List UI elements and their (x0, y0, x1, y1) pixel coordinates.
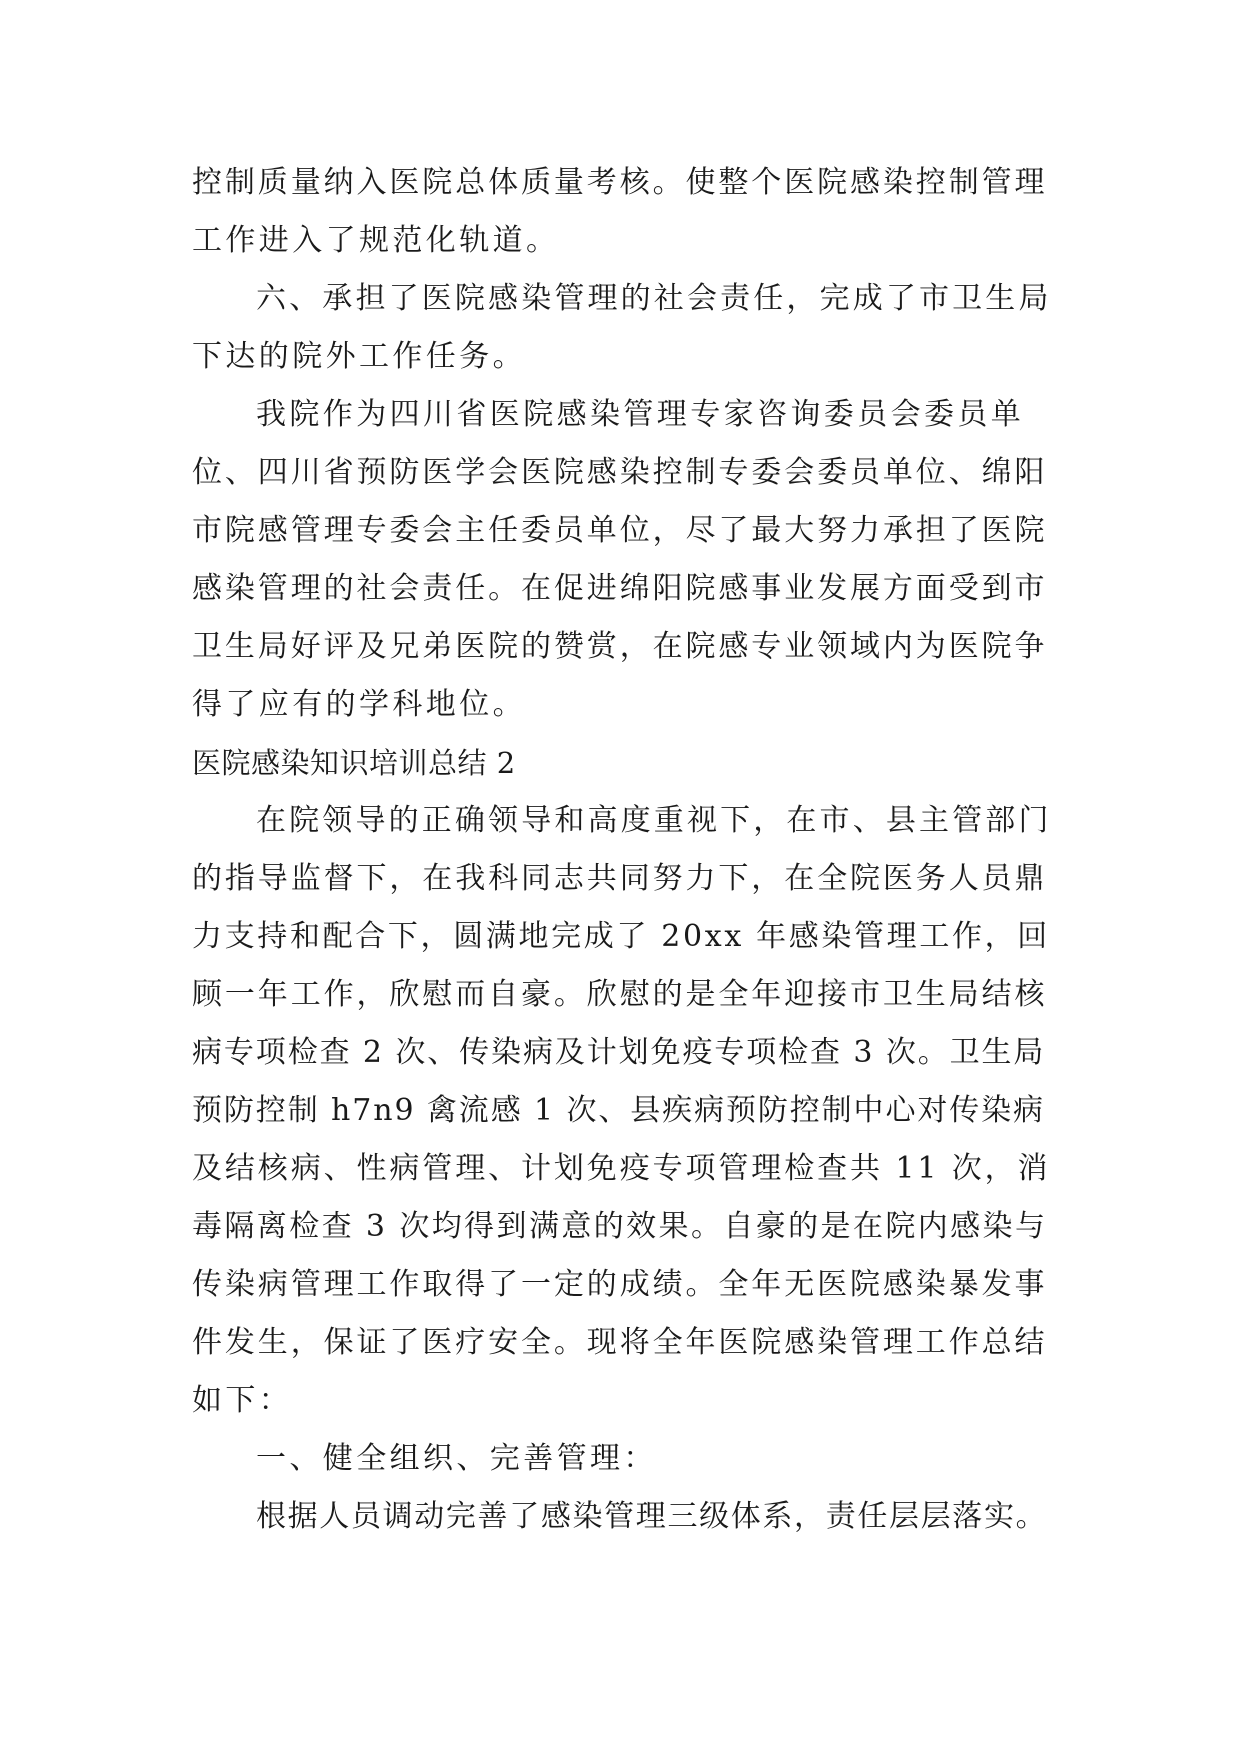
paragraph-start: 我院作为四川省医院感染管理专家咨询委员会委员单 (256, 397, 1025, 432)
text-line: 感染管理的社会责任。在促进绵阳院感事业发展方面受到市 (192, 571, 1048, 606)
text-line: 下达的院外工作任务。 (192, 339, 526, 374)
text-line: 如下： (192, 1383, 293, 1418)
text-line: 预防控制 h7n9 禽流感 1 次、县疾病预防控制中心对传染病 (192, 1093, 1045, 1128)
document-title: 医院感染知识培训总结 2 (192, 746, 516, 780)
text-line: 卫生局好评及兄弟医院的赞赏，在院感专业领域内为医院争 (192, 629, 1048, 664)
paragraph-start: 在院领导的正确领导和高度重视下，在市、县主管部门 (256, 803, 1052, 838)
text-line: 力支持和配合下，圆满地完成了 20xx 年感染管理工作，回 (192, 919, 1050, 954)
text-line: 的指导监督下，在我科同志共同努力下，在全院医务人员鼎 (192, 861, 1048, 896)
text-line: 顾一年工作，欣慰而自豪。欣慰的是全年迎接市卫生局结核 (192, 977, 1048, 1012)
text-line: 病专项检查 2 次、传染病及计划免疫专项检查 3 次。卫生局 (192, 1035, 1046, 1070)
text-line: 得了应有的学科地位。 (192, 687, 526, 722)
text-line: 位、四川省预防医学会医院感染控制专委会委员单位、绵阳 (192, 455, 1048, 490)
section-heading-six: 六、承担了医院感染管理的社会责任，完成了市卫生局 (256, 281, 1052, 316)
text-line: 工作进入了规范化轨道。 (192, 223, 560, 258)
text-line: 件发生，保证了医疗安全。现将全年医院感染管理工作总结 (192, 1325, 1048, 1360)
text-line: 毒隔离检查 3 次均得到满意的效果。自豪的是在院内感染与 (192, 1209, 1048, 1244)
text-line: 控制质量纳入医院总体质量考核。使整个医院感染控制管理 (192, 165, 1048, 200)
text-line: 传染病管理工作取得了一定的成绩。全年无医院感染暴发事 (192, 1267, 1048, 1302)
paragraph-start: 根据人员调动完善了感染管理三级体系，责任层层落实。 (256, 1499, 1048, 1534)
section-heading-one: 一、健全组织、完善管理： (256, 1441, 657, 1476)
document-page (192, 154, 1052, 1546)
text-line: 市院感管理专委会主任委员单位，尽了最大努力承担了医院 (192, 513, 1048, 548)
text-line: 及结核病、性病管理、计划免疫专项管理检查共 11 次，消 (192, 1151, 1051, 1186)
